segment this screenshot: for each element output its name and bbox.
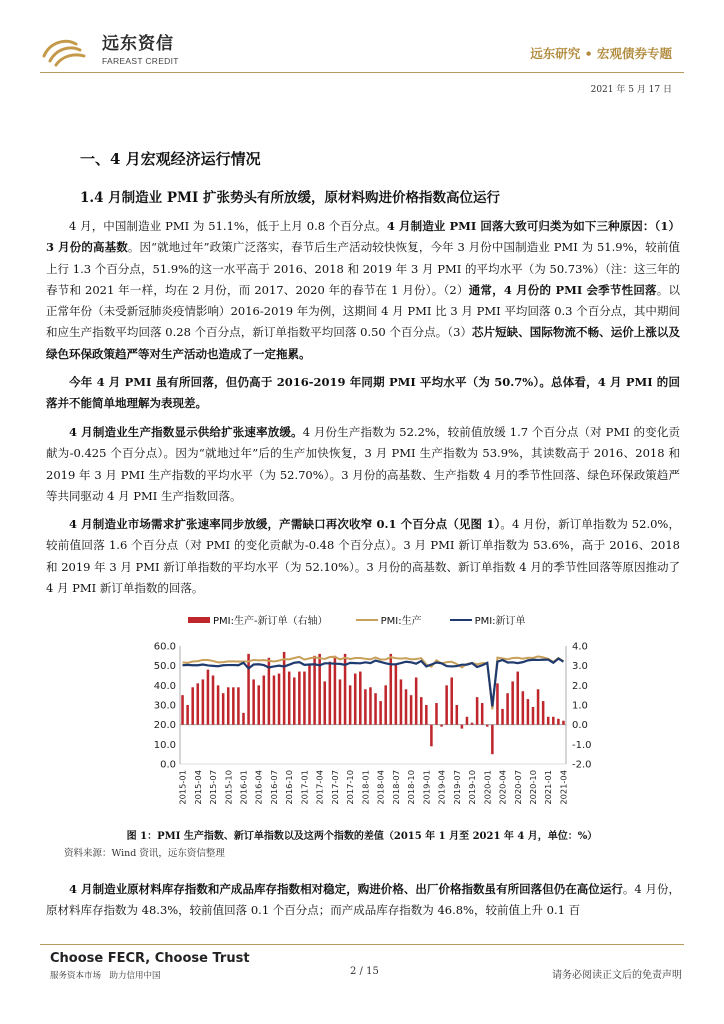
page-number: 2 / 15 xyxy=(350,966,379,977)
paragraph-segment: 今年 4 月 PMI 虽有所回落，但仍高于 2016-2019 年同期 PMI 平均水平（为 50.7%）。总体看，4 月 PMI 的回落并不能简单地理解为表现差。 xyxy=(46,375,680,411)
spread-bar xyxy=(334,656,337,725)
spread-bar xyxy=(461,725,464,729)
spread-bar xyxy=(329,662,332,725)
paragraph-4 xyxy=(46,514,680,599)
spread-bar xyxy=(323,681,326,724)
legend-bar-swatch xyxy=(188,617,210,623)
x-axis-tick-label: 2019-01 xyxy=(421,770,432,805)
x-axis-tick-label: 2020-07 xyxy=(512,770,523,805)
spread-bar xyxy=(522,691,525,724)
x-axis-tick-label: 2015-07 xyxy=(208,770,219,805)
paragraph-segment: 4 月份生产指数为 52.2%，较前值放缓 1.7 个百分点（对 PMI 的变化贡献为-0.425 个百分点）。因为“就地过年”后的生产加快恢复，3 月 PMI 生产指数为 53.9%，其读数高于 2016、2018 和 2019 年 3 月 PMI 生产指数的平均水平（为 52.70%）。3 月份的高基数、生产指数 4 月的季节性回落、绿色环保政策趋严等共同驱动 4 月 PMI 生产指数回落。 xyxy=(46,425,680,503)
paragraph-segment: 4 月制造业市场需求扩张速率同步放缓，产需缺口再次收窄 0.1 个百分点（见图 1） xyxy=(69,517,501,531)
spread-bar xyxy=(425,705,428,725)
right-axis-tick-label: 0.0 xyxy=(572,720,588,732)
x-axis-tick-label: 2018-01 xyxy=(360,770,371,805)
spread-bar xyxy=(562,721,565,725)
right-axis-tick-label: 4.0 xyxy=(572,641,588,653)
header-divider xyxy=(40,72,684,73)
spread-bar xyxy=(450,677,453,724)
spread-bar xyxy=(445,685,448,724)
paragraph-2 xyxy=(46,372,680,415)
spread-bar xyxy=(222,693,225,724)
paragraph-1 xyxy=(46,216,680,365)
spread-bar xyxy=(542,701,545,725)
logo-cn-text: 远东资信 xyxy=(102,34,174,55)
x-axis-tick-label: 2020-10 xyxy=(527,770,538,805)
x-axis-tick-label: 2021-01 xyxy=(543,770,554,805)
pmi-chart xyxy=(130,634,610,824)
x-axis-tick-label: 2017-10 xyxy=(345,770,356,805)
spread-bar xyxy=(237,687,240,724)
right-axis-tick-label: -2.0 xyxy=(572,759,592,771)
paragraph-5 xyxy=(46,879,680,922)
paragraph-segment: 4 月制造业 PMI 回落大致可归类为如下三种原因：（1）3 月份的高基数 xyxy=(46,219,680,255)
left-axis-tick-label: 60.0 xyxy=(153,641,176,653)
paragraph-segment: 。4 月份，新订单指数为 52.0%，较前值回落 1.6 个百分点（对 PMI 的变化贡献为-0.48 个百分点）。3 月 PMI 新订单指数为 53.6%，高于 2016、2018 和 2019 年 3 月 PMI 新订单指数的平均水平（为 52.10%）。3 月份的高基数、新订单指数 4 月的季节性回落等原因推动了 4 月 PMI 新订单指数的回落。 xyxy=(46,517,680,595)
spread-bar xyxy=(283,652,286,725)
spread-bar xyxy=(217,685,220,724)
spread-bar xyxy=(232,687,235,724)
spread-bar xyxy=(486,725,489,727)
left-axis-tick-label: 30.0 xyxy=(153,700,176,712)
x-axis-tick-label: 2018-07 xyxy=(390,770,401,805)
left-axis-tick-label: 20.0 xyxy=(153,720,176,732)
paragraph-segment: 。4 月份，原材料库存指数为 48.3%，较前值回落 0.1 个百分点；而产成品库存指数为 46.8%，较前值上升 0.1 百 xyxy=(46,882,680,918)
x-axis-tick-label: 2020-01 xyxy=(482,770,493,805)
left-axis-tick-label: 0.0 xyxy=(160,759,176,771)
spread-bar xyxy=(415,677,418,724)
footer-disclaimer: 请务必阅读正文后的免责声明 xyxy=(552,970,682,981)
figure-caption: 图 1：PMI 生产指数、新订单指数以及这两个指数的差值（2015 年 1 月至 2021 年 4 月，单位：%） xyxy=(126,831,598,842)
spread-bar xyxy=(252,679,255,724)
spread-bar xyxy=(247,654,250,725)
x-axis-tick-label: 2021-04 xyxy=(558,770,569,805)
figure-source: 资料来源：Wind 资讯，远东资信整理 xyxy=(64,848,225,859)
spread-bar xyxy=(405,689,408,724)
paragraph-segment: 4 月制造业原材料库存指数和产成品库存指数相对稳定，购进价格、出厂价格指数虽有所回落但仍在高位运行 xyxy=(69,882,623,896)
right-axis-tick-label: 1.0 xyxy=(572,700,588,712)
spread-bar xyxy=(273,676,276,725)
spread-bar xyxy=(384,685,387,724)
report-series: 远东研究 • 宏观债券专题 xyxy=(530,46,672,61)
spread-bar xyxy=(481,703,484,725)
paragraph-3 xyxy=(46,422,680,507)
paragraph-segment: 芯片短缺、国际物流不畅、运价上涨以及绿色环保政策趋严等对生产活动也造成了一定拖累。 xyxy=(46,325,680,361)
paragraph-segment: 。以正常年份（未受新冠肺炎疫情影响）2016-2019 年为例，这期间 4 月 PMI 比 3 月 PMI 平均回落 0.3 个百分点，其中期间和应生产指数平均回落 0.28 个百分点，新订单指数平均回落 0.50 个百分点。（3） xyxy=(46,282,681,340)
footer-slogan: Choose FECR, Choose Trust xyxy=(50,951,250,966)
paragraph-segment: 通常，4 月份的 PMI 会季节性回落 xyxy=(468,282,657,297)
page-header xyxy=(0,0,724,100)
right-axis-tick-label: 2.0 xyxy=(572,680,588,692)
legend-spread-label: PMI:生产-新订单（右轴） xyxy=(213,616,328,627)
spread-bar xyxy=(278,674,281,725)
spread-bar xyxy=(263,676,266,725)
spread-bar xyxy=(547,717,550,725)
logo-en-text: FAREAST CREDIT xyxy=(102,56,179,67)
spread-bar xyxy=(537,689,540,724)
spread-bar xyxy=(339,679,342,724)
x-axis-tick-label: 2018-10 xyxy=(406,770,417,805)
x-axis-tick-label: 2016-07 xyxy=(268,770,279,805)
spread-bar xyxy=(395,664,398,725)
spread-bar xyxy=(288,672,291,725)
spread-bar xyxy=(466,717,469,725)
legend-new-orders-swatch xyxy=(450,619,472,621)
spread-bar xyxy=(456,705,459,725)
spread-bar xyxy=(191,687,194,724)
paragraph-segment: 4 月，中国制造业 PMI 为 51.1%，低于上月 0.8 个百分点。 xyxy=(69,219,387,233)
spread-bar xyxy=(557,719,560,725)
company-logo xyxy=(40,34,179,68)
spread-bar xyxy=(369,687,372,724)
x-axis-tick-label: 2015-04 xyxy=(192,770,203,805)
spread-bar xyxy=(511,681,514,724)
spread-bar xyxy=(257,685,260,724)
spread-bar xyxy=(476,697,479,725)
spread-bar xyxy=(471,723,474,725)
spread-bar xyxy=(506,693,509,724)
x-axis-tick-label: 2015-01 xyxy=(177,770,188,805)
spread-bar xyxy=(212,676,215,725)
x-axis-tick-label: 2017-07 xyxy=(329,770,340,805)
spread-bar xyxy=(207,670,210,725)
paragraph-segment: 4 月制造业生产指数显示供给扩张速率放缓。 xyxy=(69,425,303,439)
legend-production xyxy=(356,612,422,627)
right-axis-tick-label: 3.0 xyxy=(572,661,588,673)
left-axis-tick-label: 50.0 xyxy=(153,661,176,673)
legend-new-orders-label: PMI:新订单 xyxy=(474,616,526,627)
x-axis-tick-label: 2020-04 xyxy=(497,770,508,805)
paragraph-segment: 。因“就地过年”政策广泛落实，春节后生产活动较快恢复，今年 3 月份中国制造业 PMI 为 51.9%，较前值上行 1.3 个百分点，51.9%的这一水平高于 2016、2018 和 2019 年 3 月 PMI 的平均水平（为 50.73%）（注：这三年的春节和 2021 年一样，均在 2 月份，而 2017、2020 年的春节在 1 月份）。（2） xyxy=(46,240,680,297)
x-axis-tick-label: 2016-01 xyxy=(238,770,249,805)
spread-bar xyxy=(227,687,230,724)
left-axis-tick-label: 10.0 xyxy=(153,739,176,751)
footer-sub-slogan: 服务资本市场 助力信用中国 xyxy=(50,971,161,981)
x-axis-tick-label: 2016-04 xyxy=(253,770,264,805)
legend-production-label: PMI:生产 xyxy=(380,616,422,627)
report-date: 2021 年 5 月 17 日 xyxy=(590,85,672,95)
legend-production-swatch xyxy=(356,619,378,621)
spread-bar xyxy=(552,717,555,725)
spread-bar xyxy=(379,701,382,725)
fareast-logo-icon xyxy=(40,34,96,68)
spread-bar xyxy=(410,695,413,725)
x-axis-tick-label: 2019-04 xyxy=(436,770,447,805)
spread-bar xyxy=(374,693,377,724)
new-orders-line xyxy=(183,659,564,707)
spread-bar xyxy=(293,677,296,724)
footer-divider xyxy=(40,944,684,945)
spread-bar xyxy=(308,664,311,725)
spread-bar xyxy=(440,725,443,727)
spread-bar xyxy=(400,679,403,724)
chart-legend xyxy=(188,612,526,627)
spread-bar xyxy=(359,672,362,725)
spread-bar xyxy=(242,713,245,725)
x-axis-tick-label: 2015-10 xyxy=(223,770,234,805)
spread-bar xyxy=(496,683,499,724)
x-axis-tick-label: 2018-04 xyxy=(375,770,386,805)
spread-bar xyxy=(202,679,205,724)
spread-bar xyxy=(435,703,438,725)
spread-bar xyxy=(491,725,494,755)
x-axis-tick-label: 2017-04 xyxy=(314,770,325,805)
legend-spread xyxy=(188,612,328,627)
spread-bar xyxy=(197,683,200,724)
x-axis-tick-label: 2019-10 xyxy=(467,770,478,805)
spread-bar xyxy=(527,699,530,725)
section-title: 一、4 月宏观经济运行情况 xyxy=(80,150,261,168)
spread-bar xyxy=(186,705,189,725)
x-axis-tick-label: 2019-07 xyxy=(451,770,462,805)
spread-bar xyxy=(313,656,316,725)
spread-bar xyxy=(181,695,184,725)
subsection-title: 1.4 月制造业 PMI 扩张势头有所放缓，原材料购进价格指数高位运行 xyxy=(80,190,500,206)
legend-new-orders xyxy=(450,612,526,627)
spread-bar xyxy=(532,707,535,725)
x-axis-tick-label: 2016-10 xyxy=(284,770,295,805)
spread-bar xyxy=(298,672,301,725)
left-axis-tick-label: 40.0 xyxy=(153,680,176,692)
right-axis-tick-label: -1.0 xyxy=(572,739,592,751)
spread-bar xyxy=(516,672,519,725)
spread-bar xyxy=(501,709,504,725)
spread-bar xyxy=(364,689,367,724)
spread-bar xyxy=(354,674,357,725)
spread-bar xyxy=(420,697,423,725)
spread-bar xyxy=(430,725,433,747)
x-axis-tick-label: 2017-01 xyxy=(299,770,310,805)
spread-bar xyxy=(303,672,306,725)
spread-bar xyxy=(349,685,352,724)
